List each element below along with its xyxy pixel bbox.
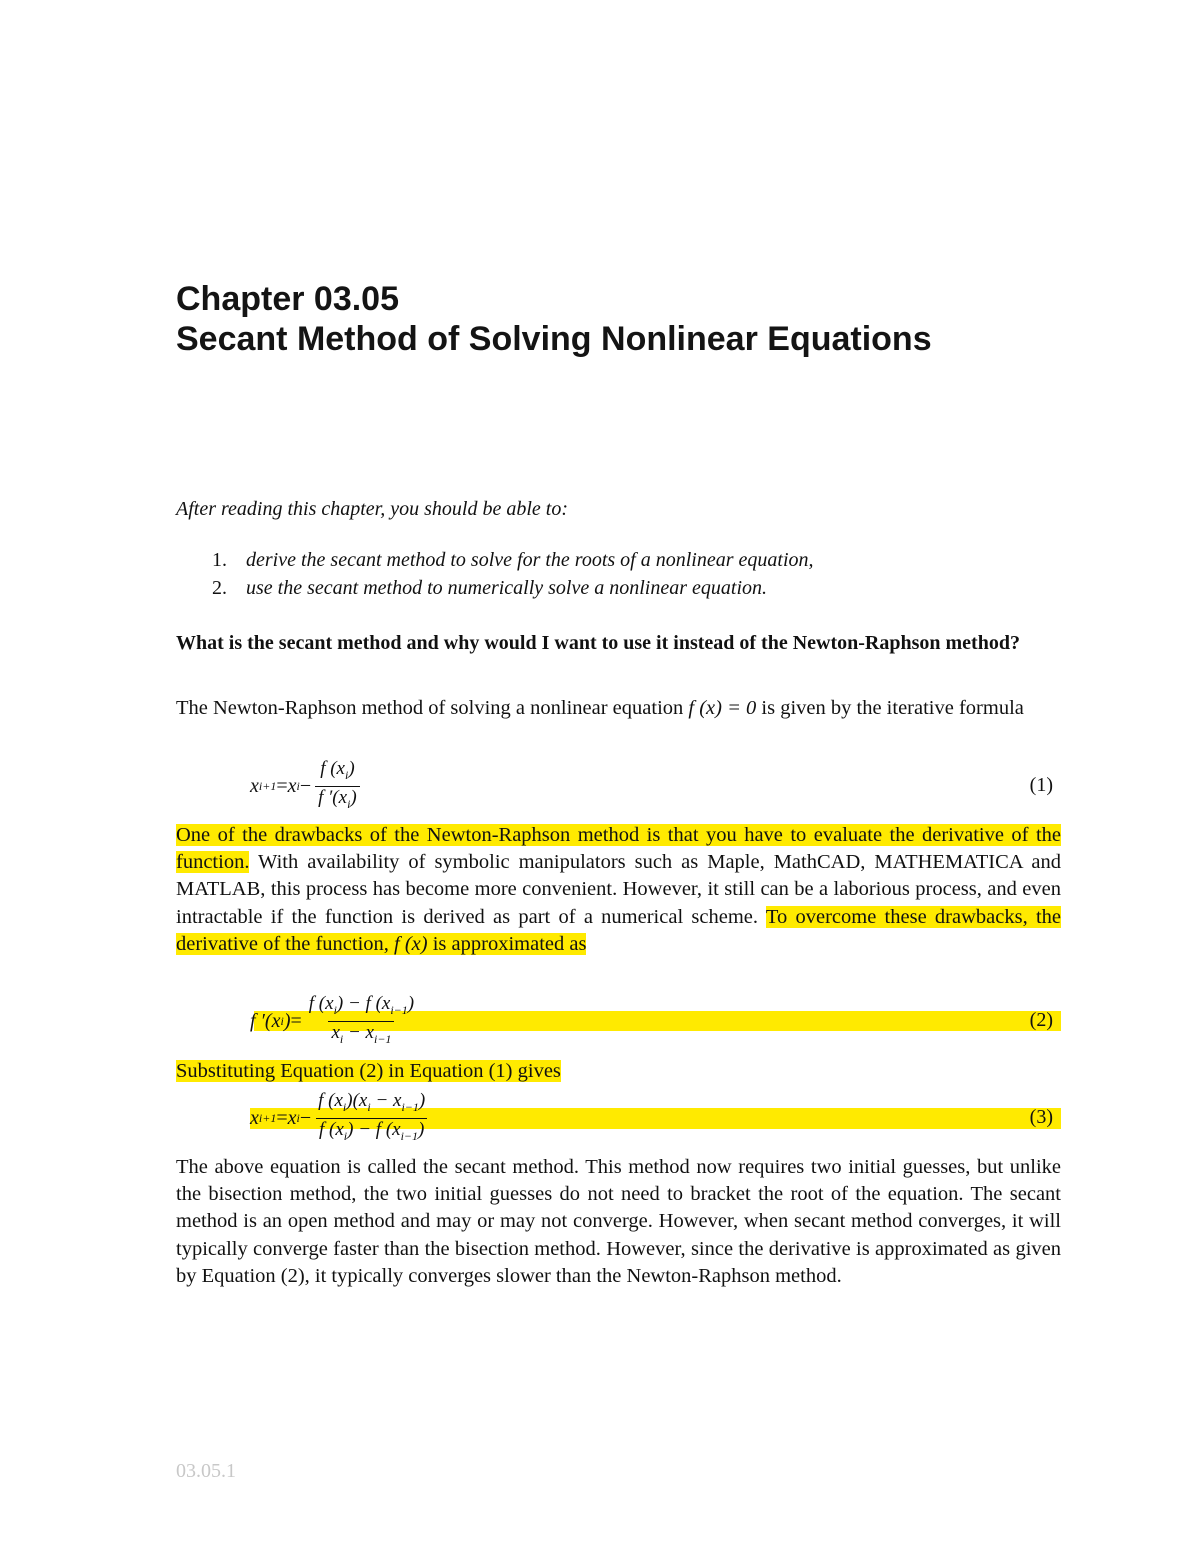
section-heading: What is the secant method and why would I want to use it instead of the Newton-Raphson method? xyxy=(176,632,1020,654)
paragraph-drawbacks xyxy=(176,822,1061,958)
highlighted-text: To overcome these drawbacks, the derivative of the function, xyxy=(176,905,1061,955)
objective-text: use the secant method to numerically solve a nonlinear equation. xyxy=(246,577,768,599)
eq-symbol: x xyxy=(250,774,259,797)
paragraph-substituting xyxy=(176,1058,1061,1085)
inline-math: f (x) xyxy=(394,932,428,955)
eq-denominator: f $'(x_i)$ xyxy=(315,786,360,815)
chapter-number: Chapter 03.05 xyxy=(176,280,399,318)
equation-number: (3) xyxy=(1029,1106,1053,1128)
equation-number: (1) xyxy=(1029,774,1053,796)
inline-math: f (x) = 0 xyxy=(688,697,757,719)
eq-numerator: f $(x_i)$ xyxy=(320,757,355,782)
eq-subscript: i xyxy=(296,1110,300,1125)
eq-numerator: f $(x_i) - f$ $(x_{i-1})$ xyxy=(308,992,415,1017)
eq-operator: = xyxy=(276,1106,288,1129)
eq-symbol: f ′(x xyxy=(250,1009,281,1032)
objective-number: 2. xyxy=(212,577,227,599)
equation-1-math xyxy=(250,757,364,811)
chapter-name: Secant Method of Solving Nonlinear Equations xyxy=(176,320,932,358)
eq-subscript: i+1 xyxy=(258,1110,277,1125)
eq-operator: − xyxy=(299,1106,312,1129)
equation-1 xyxy=(176,757,1061,811)
objective-item xyxy=(176,574,814,602)
eq-operator: − xyxy=(299,774,312,797)
eq-subscript: i+1 xyxy=(258,778,277,793)
eq-denominator: $x_i - x_{i-1}$ xyxy=(328,1021,394,1050)
page-number: 03.05.1 xyxy=(176,1460,236,1482)
objectives-list xyxy=(176,546,814,602)
paragraph-text: With availability of symbolic manipulators such as Maple, MathCAD, MATHEMATICA and MATLAB, this process has become more convenient. However, it still can be a laborious process, and even intractable if the function is derived as part of a numerical scheme. xyxy=(176,851,1061,928)
eq-fraction xyxy=(306,993,417,1050)
eq-symbol: ) xyxy=(283,1009,291,1032)
equation-3-math xyxy=(250,1089,432,1143)
eq-numerator: f $(x_i)(x_i - x_{i-1})$ xyxy=(318,1089,426,1114)
equation-number: (2) xyxy=(1029,1009,1053,1031)
objectives-intro: After reading this chapter, you should be able to: xyxy=(176,498,568,520)
highlighted-text: is approximated as xyxy=(427,932,587,955)
objective-item xyxy=(176,546,814,574)
objective-text: derive the secant method to solve for the roots of a nonlinear equation, xyxy=(246,549,814,571)
eq-fraction xyxy=(315,758,360,815)
eq-operator: = xyxy=(276,774,288,797)
eq-symbol: x xyxy=(287,1106,297,1129)
eq-symbol: x xyxy=(287,774,297,797)
highlighted-text: Substituting Equation (2) in Equation (1) gives xyxy=(176,1060,561,1082)
equation-2-math xyxy=(250,992,421,1046)
highlighted-text: One of the drawbacks of the Newton-Raphson method is that you have to evaluate the derivative of the function. xyxy=(176,824,1061,874)
paragraph-secant-description: The above equation is called the secant method. This method now requires two initial guesses, but unlike the bisection method, the two initial guesses do not need to bracket the root of the equation. The secant method is an open method and may or may not converge. However, when secant method converges, it will typically converge faster than the bisection method. However, since the derivative is approximated as given by Equation (2), it typically converges slower than the Newton-Raphson method. xyxy=(176,1156,1061,1287)
equation-2 xyxy=(176,992,1061,1046)
eq-symbol: x xyxy=(250,1106,259,1129)
eq-subscript: i xyxy=(296,778,300,793)
equation-3 xyxy=(176,1089,1061,1143)
eq-denominator: f $(x_i) - f$ $(x_{i-1})$ xyxy=(316,1118,427,1147)
chapter-title xyxy=(176,279,932,359)
eq-subscript: i xyxy=(280,1013,284,1028)
objective-number: 1. xyxy=(212,549,227,571)
paragraph-newton-raphson xyxy=(176,695,1061,722)
eq-operator: = xyxy=(290,1009,302,1032)
paragraph-text: The Newton-Raphson method of solving a nonlinear equation xyxy=(176,697,689,719)
paragraph-text: is given by the iterative formula xyxy=(756,697,1024,719)
eq-fraction xyxy=(315,1090,428,1147)
